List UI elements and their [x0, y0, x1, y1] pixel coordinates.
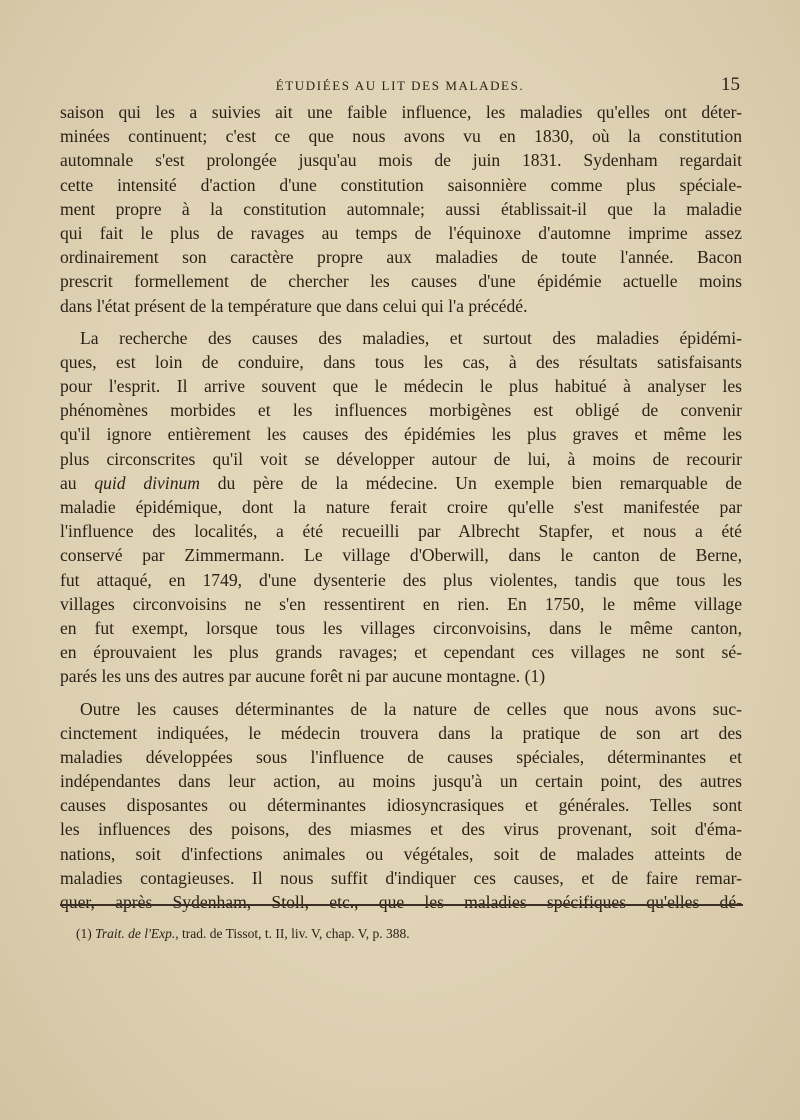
page-number: 15 [721, 74, 740, 95]
text-line: ment propre à la constitution automnale; aussi établissait-il que la maladie [60, 198, 742, 219]
text-line: ordinairement son caractère propre aux maladies de toute l'année. Bacon [60, 247, 742, 268]
body-text [60, 100, 742, 914]
text-line: Outre les causes déterminantes de la nature de celles que nous avons suc- [80, 698, 742, 719]
text-line: cinctement indiquées, le médecin trouvera dans la pratique de son art des [60, 722, 742, 743]
paragraph-2 [60, 326, 742, 689]
text-line: maladies développées sous l'influence de causes spéciales, déterminantes et [60, 746, 742, 767]
text-line: en éprouvaient les plus grands ravages; et cependant ces villages ne sont sé- [60, 642, 742, 663]
text-line: saison qui les a suivies ait une faible influence, les maladies qu'elles ont déter- [60, 102, 742, 122]
text-line: villages circonvoisins ne s'en ressentirent en rien. En 1750, le même village [60, 593, 742, 614]
text-line: nations, soit d'infections animales ou végétales, soit de malades atteints de [60, 843, 742, 864]
footnote [76, 926, 410, 942]
text-line: ques, est loin de conduire, dans tous les cas, à des résultats satisfaisants [60, 351, 742, 372]
text-line: dans l'état présent de la température que dans celui qui l'a précédé. [60, 295, 528, 316]
text-line: conservé par Zimmermann. Le village d'Oberwill, dans le canton de Berne, [60, 545, 742, 566]
line-start: au [60, 472, 95, 493]
text-line: pour l'esprit. Il arrive souvent que le médecin le plus habitué à analyser les [60, 376, 742, 397]
text-line: indépendantes dans leur action, au moins jusqu'à un certain point, des autres [60, 771, 742, 792]
text-line: maladie épidémique, dont la nature ferait croire qu'elle s'est manifestée par [60, 497, 742, 517]
italic-phrase: quid divinum [94, 472, 200, 493]
page-header [60, 74, 740, 98]
text-line: qu'il ignore entièrement les causes des épidémies les plus graves et même les [60, 424, 742, 445]
text-line: La recherche des causes des maladies, et surtout des maladies épidémi- [80, 327, 742, 348]
line-rest: du père de la médecine. Un exemple bien remarquable de [200, 472, 742, 493]
paragraph-1 [60, 100, 742, 318]
text-line: causes disposantes ou déterminantes idiosyncrasiques et générales. Telles sont [60, 795, 742, 816]
text-line: cette intensité d'action d'une constitution saisonnière comme plus spéciale- [60, 174, 742, 195]
text-line: qui fait le plus de ravages au temps de l'équinoxe d'automne imprime assez [60, 222, 742, 243]
footnote-marker: (1) [76, 926, 92, 941]
text-line: fut attaqué, en 1749, d'une dysenterie des plus violentes, tandis que tous les [60, 569, 742, 590]
text-line: maladies contagieuses. Il nous suffit d'indiquer ces causes, et de faire remar- [60, 867, 742, 888]
text-line: l'influence des localités, a été recueilli par Albrecht Stapfer, et nous a été [60, 521, 742, 542]
running-title: ÉTUDIÉES AU LIT DES MALADES. [275, 78, 525, 93]
text-line: plus circonscrites qu'il voit se développer autour de lui, à moins de recourir [60, 448, 742, 469]
text-line: quer, après Sydenham, Stoll, etc., que les maladies spécifiques qu'elles dé- [60, 892, 742, 912]
paragraph-3 [60, 697, 742, 915]
text-line: automnale s'est prolongée jusqu'au mois de juin 1831. Sydenham regardait [60, 150, 742, 171]
text-line-with-italic [60, 471, 742, 495]
text-line: minées continuent; c'est ce que nous avons vu en 1830, où la constitution [60, 126, 742, 147]
text-line: en fut exempt, lorsque tous les villages circonvoisins, dans le même canton, [60, 617, 742, 638]
text-line: les influences des poisons, des miasmes et des virus provenant, soit d'éma- [60, 819, 742, 840]
footnote-rule [60, 904, 743, 906]
text-line: prescrit formellement de chercher les causes d'une épidémie actuelle moins [60, 271, 742, 292]
footnote-text: , trad. de Tissot, t. II, liv. V, chap. V, p. 388. [175, 926, 410, 941]
text-line: parés les uns des autres par aucune forêt ni par aucune montagne. (1) [60, 666, 546, 687]
footnote-italic-title: Trait. de l'Exp. [95, 926, 176, 941]
text-line: phénomènes morbides et les influences morbigènes est obligé de convenir [60, 400, 742, 421]
